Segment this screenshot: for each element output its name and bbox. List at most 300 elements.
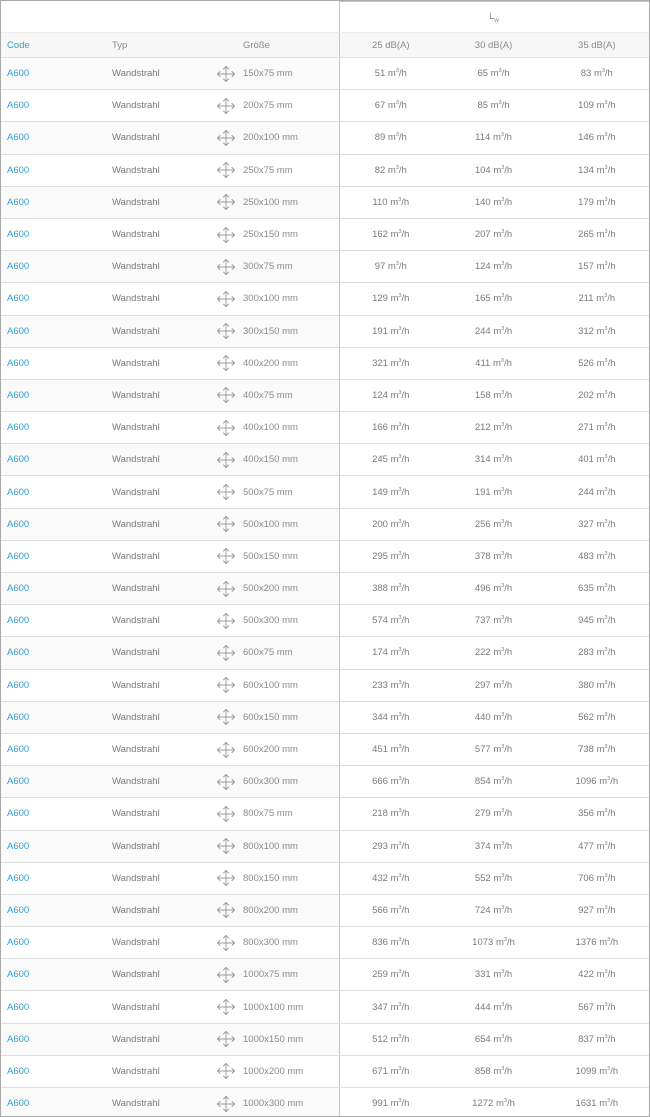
- value: 165: [474, 293, 491, 305]
- resize-arrows-icon: [216, 1062, 236, 1080]
- unit: [391, 229, 410, 240]
- unit: [493, 744, 512, 755]
- value: 211: [578, 293, 594, 305]
- value: 374: [474, 840, 491, 852]
- airflow-35dba: [545, 798, 649, 830]
- unit: [597, 873, 616, 884]
- airflow-25dba: [339, 927, 442, 959]
- product-code-link[interactable]: A600: [1, 862, 106, 894]
- resize-arrows-icon: [216, 322, 236, 340]
- unit-prefix: m: [596, 840, 605, 852]
- column-header-35dba: 35 dB(A): [545, 33, 649, 58]
- unit-prefix: m: [390, 744, 399, 756]
- airflow-25dba: [339, 315, 442, 347]
- airflow-35dba: [545, 637, 649, 669]
- unit-suffix: /h: [610, 776, 619, 788]
- value: 202: [578, 389, 594, 401]
- unit-prefix: m: [390, 969, 399, 981]
- unit-sup: 3: [498, 100, 502, 107]
- table-row: [1, 154, 649, 186]
- unit: [391, 390, 410, 401]
- size-value: 400x75 mm: [243, 389, 293, 401]
- unit-prefix: m: [493, 711, 502, 723]
- value: 191: [474, 486, 491, 498]
- value: 283: [578, 647, 594, 659]
- unit: [388, 68, 407, 79]
- unit: [597, 422, 616, 433]
- value: 157: [578, 261, 594, 273]
- table-row: [1, 1088, 649, 1117]
- unit-suffix: /h: [607, 518, 616, 530]
- unit: [493, 680, 512, 691]
- resize-arrows-icon: [216, 258, 236, 276]
- unit: [599, 776, 618, 787]
- product-type: Wandstrahl: [106, 766, 210, 798]
- unit-sup: 3: [398, 647, 402, 654]
- unit-sup: 3: [604, 228, 608, 235]
- size-value: 600x100 mm: [243, 679, 298, 691]
- size-value: 250x150 mm: [243, 229, 298, 241]
- unit-sup: 3: [604, 293, 608, 300]
- product-code-link[interactable]: A600: [1, 347, 106, 379]
- unit: [391, 583, 410, 594]
- unit-prefix: m: [390, 229, 399, 241]
- resize-arrows-icon: [216, 451, 236, 469]
- unit-sup: 3: [398, 1001, 402, 1008]
- resize-arrows-icon: [216, 1030, 236, 1048]
- airflow-30dba: [442, 733, 545, 765]
- unit-sup: 3: [604, 261, 608, 268]
- unit-prefix: m: [390, 679, 399, 691]
- airflow-25dba: [339, 412, 442, 444]
- unit-suffix: /h: [504, 776, 513, 788]
- airflow-25dba: [339, 283, 442, 315]
- product-code-link[interactable]: A600: [1, 991, 106, 1023]
- product-type: Wandstrahl: [106, 315, 210, 347]
- value: 97: [374, 261, 386, 273]
- resize-arrows-icon: [216, 580, 236, 598]
- product-code-link[interactable]: A600: [1, 1055, 106, 1087]
- unit-prefix: m: [596, 872, 605, 884]
- value: 706: [578, 872, 594, 884]
- unit-prefix: m: [493, 969, 502, 981]
- unit-sup: 3: [501, 840, 505, 847]
- product-code-link[interactable]: A600: [1, 927, 106, 959]
- airflow-30dba: [442, 90, 545, 122]
- unit-suffix: /h: [610, 1098, 619, 1110]
- value: 654: [474, 1033, 491, 1045]
- size-cell: [210, 251, 339, 283]
- column-header-code[interactable]: Code: [1, 33, 106, 58]
- group-header-row: [1, 2, 649, 33]
- unit-prefix: m: [387, 68, 396, 80]
- table-row: [1, 347, 649, 379]
- unit-sup: 3: [398, 228, 402, 235]
- unit-prefix: m: [490, 100, 499, 112]
- resize-arrows-icon: [216, 612, 236, 630]
- size-value: 500x75 mm: [243, 486, 293, 498]
- unit-sup: 3: [501, 582, 505, 589]
- size-cell: [210, 1055, 339, 1087]
- unit-suffix: /h: [504, 969, 513, 981]
- value: 67: [374, 100, 386, 112]
- unit: [391, 776, 410, 787]
- unit: [493, 261, 512, 272]
- unit-sup: 3: [398, 422, 402, 428]
- product-code-link[interactable]: A600: [1, 830, 106, 862]
- table-row: [1, 605, 649, 637]
- unit-sup: 3: [398, 969, 402, 976]
- value: 356: [578, 808, 594, 820]
- product-code-link[interactable]: A600: [1, 637, 106, 669]
- product-code-link[interactable]: A600: [1, 379, 106, 411]
- product-code-link[interactable]: A600: [1, 315, 106, 347]
- product-code-link[interactable]: A600: [1, 701, 106, 733]
- unit-suffix: /h: [504, 840, 513, 852]
- unit-sup: 3: [398, 711, 402, 718]
- product-code-link[interactable]: A600: [1, 90, 106, 122]
- unit-prefix: m: [495, 937, 504, 949]
- product-code-link[interactable]: A600: [1, 733, 106, 765]
- unit: [597, 712, 616, 723]
- table-row: [1, 218, 649, 250]
- table-row: [1, 733, 649, 765]
- airflow-35dba: [545, 251, 649, 283]
- value: 297: [474, 679, 491, 691]
- unit-prefix: m: [493, 904, 502, 916]
- unit-prefix: m: [390, 196, 399, 208]
- product-type: Wandstrahl: [106, 90, 210, 122]
- unit-prefix: m: [387, 132, 396, 144]
- value: 140: [474, 196, 491, 208]
- unit: [391, 1066, 410, 1077]
- unit-prefix: m: [390, 937, 399, 949]
- product-code-link[interactable]: A600: [1, 154, 106, 186]
- size-value: 200x100 mm: [243, 132, 298, 144]
- value: 207: [474, 229, 491, 241]
- product-type: Wandstrahl: [106, 122, 210, 154]
- unit-sup: 3: [398, 840, 402, 847]
- product-code-link[interactable]: A600: [1, 1088, 106, 1117]
- unit-suffix: /h: [398, 261, 407, 273]
- product-code-link[interactable]: A600: [1, 573, 106, 605]
- unit: [493, 165, 512, 176]
- unit-suffix: /h: [610, 1065, 619, 1077]
- unit: [391, 1034, 410, 1045]
- product-code-link[interactable]: A600: [1, 669, 106, 701]
- table-row: [1, 701, 649, 733]
- column-header-row: [1, 33, 649, 58]
- unit: [597, 358, 616, 369]
- size-cell: [210, 444, 339, 476]
- size-value: 800x300 mm: [243, 937, 298, 949]
- table-row: [1, 959, 649, 991]
- airflow-30dba: [442, 154, 545, 186]
- product-code-link[interactable]: A600: [1, 444, 106, 476]
- unit: [493, 1034, 512, 1045]
- size-value: 1000x75 mm: [243, 969, 298, 981]
- value: 566: [372, 904, 388, 916]
- unit: [391, 647, 410, 658]
- unit: [391, 422, 410, 433]
- value: 244: [578, 486, 594, 498]
- resize-arrows-icon: [216, 966, 236, 984]
- size-cell: [210, 573, 339, 605]
- airflow-35dba: [545, 379, 649, 411]
- unit-sup: 3: [503, 937, 507, 943]
- unit-sup: 3: [398, 325, 402, 332]
- unit-prefix: m: [596, 229, 605, 241]
- unit-sup: 3: [604, 969, 608, 976]
- airflow-30dba: [442, 1055, 545, 1087]
- value: 200: [372, 518, 388, 530]
- airflow-35dba: [545, 540, 649, 572]
- unit-suffix: /h: [506, 937, 515, 949]
- unit-suffix: /h: [401, 808, 410, 820]
- resize-arrows-icon: [216, 644, 236, 662]
- value: 422: [578, 969, 594, 981]
- value: 927: [578, 904, 594, 916]
- unit: [388, 261, 407, 272]
- unit-suffix: /h: [504, 454, 513, 466]
- value: 245: [372, 454, 388, 466]
- unit-prefix: m: [387, 261, 396, 273]
- unit: [597, 841, 616, 852]
- table-row: [1, 379, 649, 411]
- unit-prefix: m: [596, 293, 605, 305]
- unit-prefix: m: [492, 357, 501, 369]
- unit-prefix: m: [390, 325, 399, 337]
- product-type: Wandstrahl: [106, 830, 210, 862]
- size-cell: [210, 605, 339, 637]
- airflow-25dba: [339, 1055, 442, 1087]
- value: 271: [578, 422, 594, 434]
- product-code-link[interactable]: A600: [1, 122, 106, 154]
- product-type: Wandstrahl: [106, 701, 210, 733]
- airflow-30dba: [442, 894, 545, 926]
- unit: [597, 326, 616, 337]
- unit: [496, 1098, 515, 1109]
- unit-suffix: /h: [607, 422, 616, 434]
- airflow-35dba: [545, 733, 649, 765]
- product-code-link[interactable]: A600: [1, 283, 106, 315]
- product-code-link[interactable]: A600: [1, 798, 106, 830]
- unit-prefix: m: [596, 583, 605, 595]
- unit-prefix: m: [493, 261, 502, 273]
- product-code-link[interactable]: A600: [1, 766, 106, 798]
- unit: [391, 358, 410, 369]
- value: 124: [474, 261, 491, 273]
- unit-suffix: /h: [504, 679, 513, 691]
- unit: [493, 293, 512, 304]
- unit-suffix: /h: [503, 132, 512, 144]
- airflow-25dba: [339, 218, 442, 250]
- unit: [388, 132, 407, 143]
- unit: [599, 1098, 618, 1109]
- unit: [391, 1098, 410, 1109]
- resize-arrows-icon: [216, 419, 236, 437]
- resize-arrows-icon: [216, 805, 236, 823]
- table-row: [1, 251, 649, 283]
- group-header-spacer: [1, 2, 339, 33]
- product-code-link[interactable]: A600: [1, 508, 106, 540]
- size-cell: [210, 701, 339, 733]
- product-type: Wandstrahl: [106, 927, 210, 959]
- unit: [493, 1066, 512, 1077]
- value: 1376: [575, 937, 597, 949]
- product-code-link[interactable]: A600: [1, 251, 106, 283]
- airflow-table: [1, 1, 650, 1117]
- unit-sup: 3: [501, 196, 505, 203]
- unit-suffix: /h: [504, 872, 513, 884]
- value: 321: [372, 357, 388, 369]
- unit-sup: 3: [398, 357, 402, 364]
- unit-prefix: m: [596, 196, 605, 208]
- size-value: 800x200 mm: [243, 904, 298, 916]
- table-row: [1, 669, 649, 701]
- value: 327: [578, 518, 594, 530]
- airflow-30dba: [442, 830, 545, 862]
- unit-sup: 3: [501, 711, 505, 718]
- value: 265: [578, 229, 594, 241]
- unit-suffix: /h: [504, 583, 513, 595]
- airflow-30dba: [442, 444, 545, 476]
- value: 65: [477, 68, 489, 80]
- unit-sup: 3: [501, 228, 505, 235]
- unit-prefix: m: [596, 904, 605, 916]
- unit: [390, 197, 409, 208]
- product-code-link[interactable]: A600: [1, 58, 106, 90]
- resize-arrows-icon: [216, 515, 236, 533]
- size-value: 400x150 mm: [243, 454, 298, 466]
- size-cell: [210, 798, 339, 830]
- unit: [391, 519, 410, 530]
- table-row: [1, 444, 649, 476]
- size-cell: [210, 412, 339, 444]
- unit-prefix: m: [599, 1098, 608, 1110]
- unit: [493, 873, 512, 884]
- value: 401: [578, 454, 594, 466]
- unit-prefix: m: [390, 422, 399, 434]
- unit-prefix: m: [493, 389, 502, 401]
- table-row: [1, 476, 649, 508]
- value: 724: [474, 904, 491, 916]
- product-code-link[interactable]: A600: [1, 605, 106, 637]
- size-value: 600x300 mm: [243, 776, 298, 788]
- size-cell: [210, 154, 339, 186]
- unit: [597, 519, 616, 530]
- value: 162: [372, 229, 388, 241]
- product-code-link[interactable]: A600: [1, 218, 106, 250]
- unit-suffix: /h: [401, 711, 410, 723]
- unit-sup: 3: [604, 808, 608, 815]
- product-code-link[interactable]: A600: [1, 476, 106, 508]
- unit-suffix: /h: [607, 615, 616, 627]
- unit-sup: 3: [604, 357, 608, 364]
- unit: [496, 937, 515, 948]
- resize-arrows-icon: [216, 708, 236, 726]
- value: 496: [474, 583, 491, 595]
- unit: [599, 937, 618, 948]
- unit-suffix: /h: [607, 583, 616, 595]
- airflow-30dba: [442, 927, 545, 959]
- airflow-30dba: [442, 379, 545, 411]
- airflow-30dba: [442, 637, 545, 669]
- size-value: 400x100 mm: [243, 422, 298, 434]
- unit-suffix: /h: [401, 229, 410, 241]
- unit: [493, 487, 512, 498]
- unit-sup: 3: [604, 1033, 608, 1040]
- column-header-25dba: 25 dB(A): [339, 33, 442, 58]
- unit-prefix: m: [390, 518, 399, 530]
- unit-suffix: /h: [610, 937, 619, 949]
- table-row: [1, 894, 649, 926]
- value: 295: [372, 550, 388, 562]
- unit-suffix: /h: [504, 615, 513, 627]
- unit-suffix: /h: [401, 454, 410, 466]
- value: 82: [374, 164, 386, 176]
- product-code-link[interactable]: A600: [1, 186, 106, 218]
- unit-suffix: /h: [504, 229, 513, 241]
- airflow-30dba: [442, 218, 545, 250]
- value: 574: [372, 615, 388, 627]
- unit-suffix: /h: [607, 969, 616, 981]
- airflow-30dba: [442, 1023, 545, 1055]
- table-row: [1, 412, 649, 444]
- unit-sup: 3: [395, 132, 399, 139]
- value: 567: [578, 1001, 594, 1013]
- unit-sup: 3: [398, 937, 402, 943]
- value: 331: [474, 969, 491, 981]
- unit-prefix: m: [390, 776, 399, 788]
- unit-sup: 3: [501, 550, 505, 557]
- unit-prefix: m: [390, 872, 399, 884]
- unit-suffix: /h: [607, 1001, 616, 1013]
- size-cell: [210, 508, 339, 540]
- unit-sup: 3: [398, 196, 402, 203]
- unit-suffix: /h: [401, 293, 410, 305]
- unit-sup: 3: [501, 904, 505, 911]
- size-value: 200x75 mm: [243, 100, 293, 112]
- value: 837: [578, 1033, 594, 1045]
- value: 991: [372, 1098, 388, 1110]
- product-code-link[interactable]: A600: [1, 540, 106, 572]
- product-code-link[interactable]: A600: [1, 1023, 106, 1055]
- unit-prefix: m: [493, 164, 502, 176]
- unit-suffix: /h: [504, 1033, 513, 1045]
- unit: [493, 519, 512, 530]
- product-type: Wandstrahl: [106, 218, 210, 250]
- unit-suffix: /h: [504, 196, 513, 208]
- unit-sup: 3: [501, 872, 505, 879]
- unit-sup: 3: [604, 164, 608, 171]
- unit-suffix: /h: [504, 550, 513, 562]
- product-type: Wandstrahl: [106, 508, 210, 540]
- product-code-link[interactable]: A600: [1, 894, 106, 926]
- value: 635: [578, 583, 594, 595]
- resize-arrows-icon: [216, 386, 236, 404]
- unit-prefix: m: [596, 1001, 605, 1013]
- unit: [391, 487, 410, 498]
- unit-prefix: m: [387, 164, 396, 176]
- value: 1096: [575, 776, 597, 788]
- resize-arrows-icon: [216, 1095, 236, 1113]
- value: 945: [578, 615, 594, 627]
- product-code-link[interactable]: A600: [1, 959, 106, 991]
- value: 222: [474, 647, 491, 659]
- product-code-link[interactable]: A600: [1, 412, 106, 444]
- unit-sup: 3: [398, 518, 402, 525]
